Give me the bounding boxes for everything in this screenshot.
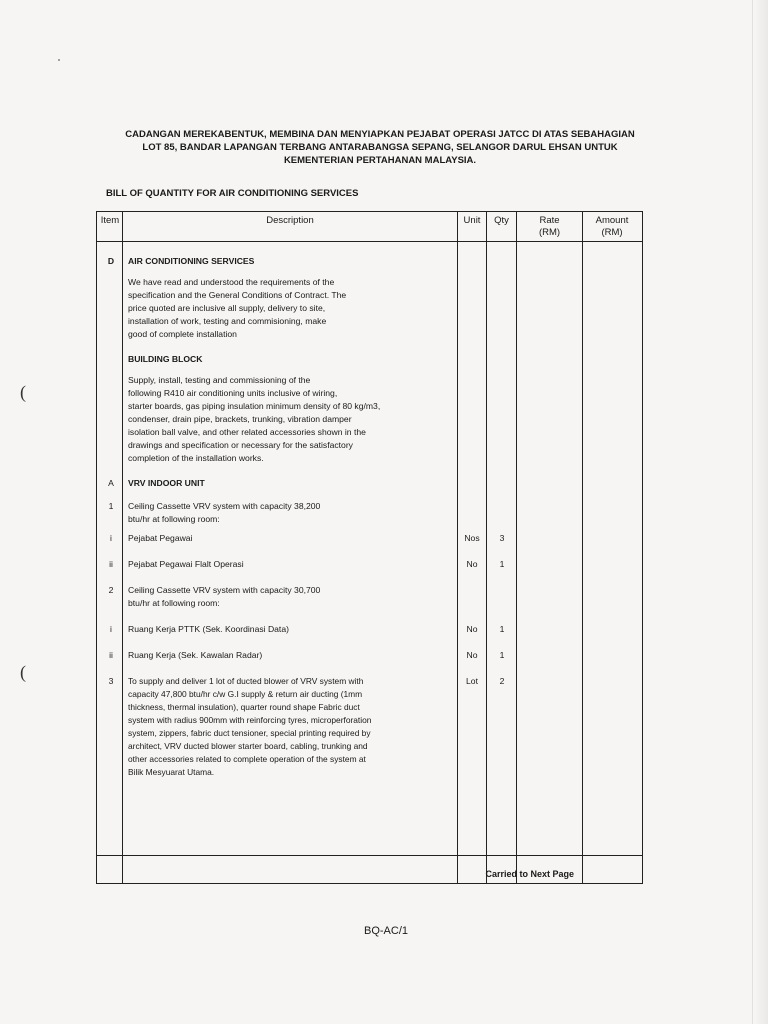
text-line: system with radius 900mm with reinforcing tyres, microperforation [128,715,372,725]
text-line: architect, VRV ducted blower starter board, cabling, trunking and [128,741,368,751]
item-qty: 1 [499,624,505,634]
item-number: ii [109,559,113,569]
rate-label: Rate [539,215,560,226]
text-line: thickness, thermal insulation), quarter round shape Fabric duct [128,702,360,712]
text-line: Ceiling Cassette VRV system with capacity 30,700 [128,585,321,595]
item-description: Ruang Kerja PTTK (Sek. Koordinasi Data) [128,624,289,634]
text-line: Bilik Mesyuarat Utama. [128,767,215,777]
text-line: isolation ball valve, and other related accessories shown in the [128,427,366,437]
item-number: i [110,533,112,543]
intro-paragraph [128,276,428,341]
carried-to-next-page-label: Carried to Next Page [485,869,574,879]
text-line: Supply, install, testing and commissioning of the [128,375,311,385]
text-line: condenser, drain pipe, brackets, trunking, vibration damper [128,414,352,424]
item-description: Ruang Kerja (Sek. Kawalan Radar) [128,650,263,660]
item-number: 2 [108,585,114,595]
column-divider [582,212,583,883]
column-divider [516,212,517,883]
text-line: To supply and deliver 1 lot of ducted blower of VRV system with [128,676,364,686]
item-unit: No [466,559,478,569]
document-header [100,128,660,167]
page-reference: BQ-AC/1 [364,925,409,937]
text-line: specification and the General Conditions of Contract. The [128,290,347,300]
text-line: installation of work, testing and commisioning, make [128,316,327,326]
column-divider [486,212,487,883]
text-line: Ceiling Cassette VRV system with capacity 38,200 [128,501,321,511]
column-header-item: Item [100,215,120,226]
supply-paragraph [128,374,448,465]
building-block-heading: BUILDING BLOCK [128,354,203,364]
scan-edge-line [752,0,753,1024]
column-header-description: Description [266,215,314,226]
column-header-rate [517,215,582,239]
text-line: btu/hr at following room: [128,598,220,608]
item-number: 3 [108,676,114,686]
column-header-unit: Unit [463,215,481,226]
header-line: LOT 85, BANDAR LAPANGAN TERBANG ANTARABANGSA SEPANG, SELANGOR DARUL EHSAN UNTUK [142,142,618,153]
section-heading: AIR CONDITIONING SERVICES [128,256,255,266]
document-subtitle: BILL OF QUANTITY FOR AIR CONDITIONING SERVICES [106,188,359,199]
item-description: Pejabat Pegawai Flalt Operasi [128,559,244,569]
column-header-qty: Qty [494,215,509,226]
item-number: i [110,624,112,634]
item-qty: 3 [499,533,505,543]
text-line: We have read and understood the requirements of the [128,277,335,287]
text-line: capacity 47,800 btu/hr c/w G.I supply & return air ducting (1mm [128,689,363,699]
column-divider [457,212,458,883]
text-line: system, zippers, fabric duct tensioner, special printing required by [128,728,371,738]
text-line: completion of the installation works. [128,453,264,463]
column-header-amount [583,215,641,239]
text-line: starter boards, gas piping insulation minimum density of 80 kg/m3, [128,401,381,411]
text-line: good of complete installation [128,329,237,339]
item-description [128,675,454,779]
item-qty: 1 [499,650,505,660]
text-line: price quoted are inclusive all supply, delivery to site, [128,303,326,313]
item-unit: No [466,624,478,634]
section-heading: VRV INDOOR UNIT [128,478,205,488]
bill-of-quantity-table [96,211,643,884]
rate-currency: (RM) [538,227,561,238]
header-line: CADANGAN MEREKABENTUK, MEMBINA DAN MENYIAPKAN PEJABAT OPERASI JATCC DI ATAS SEBAHAGIAN [125,129,635,140]
header-line: KEMENTERIAN PERTAHANAN MALAYSIA. [283,155,477,166]
item-number: ii [109,650,113,660]
item-number: 1 [108,501,114,511]
text-line: btu/hr at following room: [128,514,220,524]
text-line: drawings and specification or necessary for the satisfactory [128,440,353,450]
scan-speck [58,59,60,61]
hole-punch-mark: ( [20,662,26,682]
item-description: Pejabat Pegawai [128,533,193,543]
amount-label: Amount [595,215,629,226]
item-unit: Lot [466,676,478,686]
amount-currency: (RM) [601,227,623,238]
header-divider [97,241,642,242]
item-qty: 1 [499,559,505,569]
text-line: following R410 air conditioning units inclusive of wiring, [128,388,338,398]
footer-divider [97,855,642,856]
hole-punch-mark: ( [20,382,26,402]
item-qty: 2 [499,676,505,686]
scan-edge-shadow [754,0,768,1024]
item-number: A [108,478,114,488]
item-description [128,500,428,526]
column-divider [122,212,123,883]
item-unit: Nos [464,533,480,543]
item-description [128,584,428,610]
item-unit: No [466,650,478,660]
item-number: D [107,256,115,266]
text-line: other accessories related to complete operation of the system at [128,754,366,764]
